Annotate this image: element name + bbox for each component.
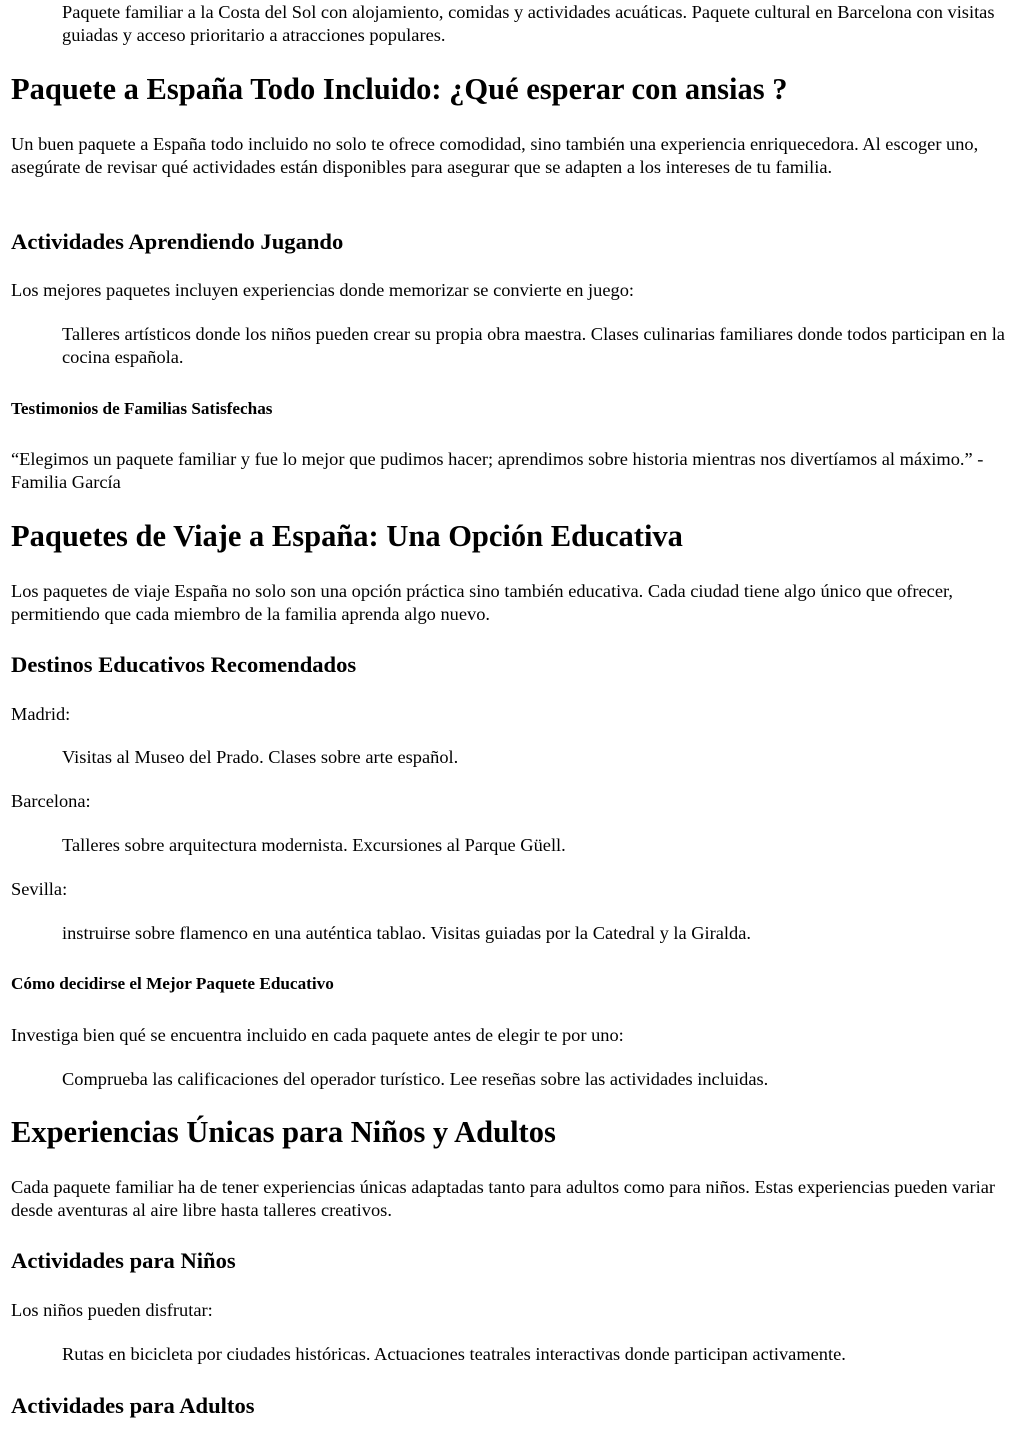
destination-city: Sevilla: (11, 879, 68, 899)
paragraph-actividades-ninos: Los niños pueden disfrutar: (11, 1300, 213, 1320)
heading-opcion-educativa: Paquetes de Viaje a España: Una Opción Educativa (11, 519, 683, 553)
heading-aprendiendo-jugando: Actividades Aprendiendo Jugando (11, 229, 344, 254)
paragraph-todo-incluido: Un buen paquete a España todo incluido no solo te ofrece comodidad, sino también una experiencia enriquecedora. Al escoger uno, asegúrate de revisar qué actividades están disponibles para asegurar que se adapten a los intereses de tu familia. (11, 134, 979, 177)
paragraph-experiencias-unicas: Cada paquete familiar ha de tener experiencias únicas adaptadas tanto para adultos como para niños. Estas experiencias pueden variar desde aventuras al aire libre hasta talleres creativos. (11, 1177, 995, 1220)
heading-testimonios: Testimonios de Familias Satisfechas (11, 399, 273, 418)
testimonial-quote: “Elegimos un paquete familiar y fue lo mejor que pudimos hacer; aprendimos sobre historia mientras nos divertíamos al máximo.” - Familia García (11, 449, 984, 492)
destination-details: Talleres sobre arquitectura modernista. Excursiones al Parque Güell. (62, 835, 566, 855)
destination-details: Visitas al Museo del Prado. Clases sobre arte español. (62, 747, 459, 767)
heading-actividades-adultos: Actividades para Adultos (11, 1393, 255, 1418)
heading-actividades-ninos: Actividades para Niños (11, 1248, 236, 1273)
blockquote-actividades-ninos: Rutas en bicicleta por ciudades históricas. Actuaciones teatrales interactivas donde participan activamente. (62, 1344, 846, 1364)
destination-city: Madrid: (11, 704, 71, 724)
heading-mejor-paquete: Cómo decidirse el Mejor Paquete Educativo (11, 974, 334, 993)
intro-blockquote: Paquete familiar a la Costa del Sol con alojamiento, comidas y actividades acuáticas. Paquete cultural en Barcelona con visitas guiadas y acceso prioritario a atracciones populares. (62, 2, 995, 45)
blockquote-mejor-paquete: Comprueba las calificaciones del operador turístico. Lee reseñas sobre las actividades incluidas. (62, 1069, 769, 1089)
paragraph-aprendiendo-jugando: Los mejores paquetes incluyen experiencias donde memorizar se convierte en juego: (11, 280, 635, 300)
destination-details: instruirse sobre flamenco en una auténtica tablao. Visitas guiadas por la Catedral y la Giralda. (62, 923, 751, 943)
paragraph-opcion-educativa: Los paquetes de viaje España no solo son una opción práctica sino también educativa. Cada ciudad tiene algo único que ofrecer, permitiendo que cada miembro de la familia aprenda algo nuevo. (11, 581, 953, 624)
blockquote-aprendiendo-jugando: Talleres artísticos donde los niños pueden crear su propia obra maestra. Clases culinarias familiares donde todos participan en la cocina española. (62, 324, 1005, 367)
heading-destinos-educativos: Destinos Educativos Recomendados (11, 652, 357, 677)
paragraph-mejor-paquete: Investiga bien qué se encuentra incluido en cada paquete antes de elegir te por uno: (11, 1025, 624, 1045)
heading-experiencias-unicas: Experiencias Únicas para Niños y Adultos (11, 1115, 556, 1149)
heading-todo-incluido: Paquete a España Todo Incluido: ¿Qué esperar con ansias ? (11, 72, 788, 106)
destination-city: Barcelona: (11, 791, 91, 811)
